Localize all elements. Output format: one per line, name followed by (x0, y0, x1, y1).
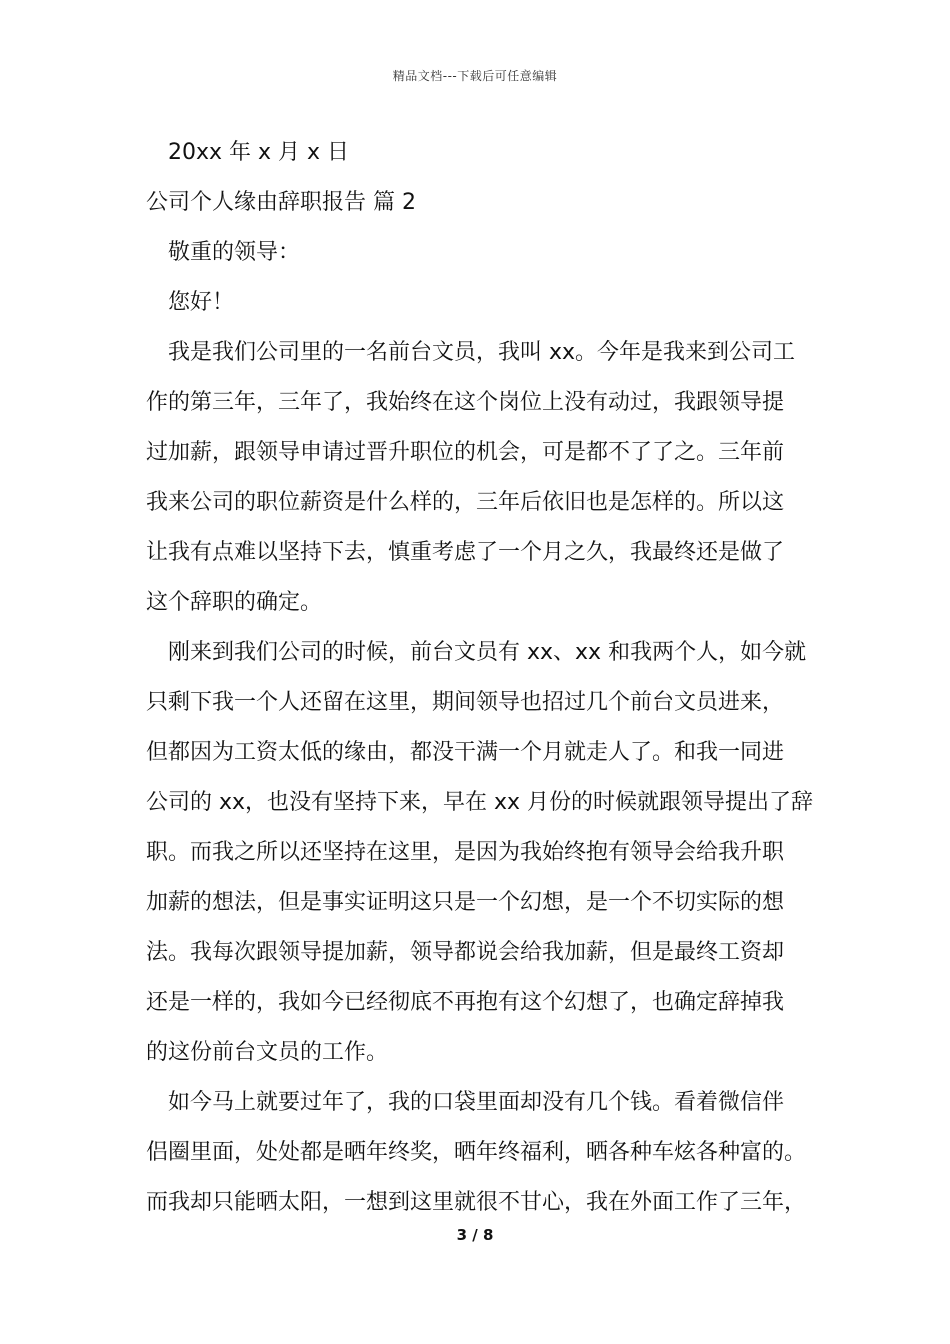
page-number: 3 / 8 (456, 1226, 494, 1244)
body-line: 加薪的想法，但是事实证明这只是一个幻想，是一个不切实际的想 (146, 890, 785, 915)
document-title: 公司个人缘由辞职报告 篇 2 (146, 190, 416, 215)
greeting: 您好！ (168, 290, 235, 315)
body-line: 公司的 xx，也没有坚持下来，早在 xx 月份的时候就跟领导提出了辞 (146, 790, 814, 815)
body-line: 只剩下我一个人还留在这里，期间领导也招过几个前台文员进来， (146, 690, 785, 715)
body-line: 我来公司的职位薪资是什么样的，三年后依旧也是怎样的。所以这 (146, 490, 785, 515)
body-line: 作的第三年，三年了，我始终在这个岗位上没有动过，我跟领导提 (146, 390, 785, 415)
body-line: 让我有点难以坚持下去，慎重考虑了一个月之久，我最终还是做了 (146, 540, 785, 565)
date-line: 20xx 年 x 月 x 日 (168, 140, 350, 165)
body-line: 我是我们公司里的一名前台文员，我叫 xx。今年是我来到公司工 (168, 340, 796, 365)
body-line: 而我却只能晒太阳，一想到这里就很不甘心，我在外面工作了三年， (146, 1190, 807, 1215)
body-line: 但都因为工资太低的缘由，都没干满一个月就走人了。和我一同进 (146, 740, 785, 765)
body-line: 职。而我之所以还坚持在这里，是因为我始终抱有领导会给我升职 (146, 840, 785, 865)
body-line: 法。我每次跟领导提加薪，领导都说会给我加薪，但是最终工资却 (146, 940, 785, 965)
body-line: 这个辞职的确定。 (146, 590, 323, 615)
body-line: 过加薪，跟领导申请过晋升职位的机会，可是都不了了之。三年前 (146, 440, 785, 465)
salutation: 敬重的领导： (168, 240, 301, 265)
body-line: 刚来到我们公司的时候，前台文员有 xx、xx 和我两个人，如今就 (168, 640, 807, 665)
body-line: 的这份前台文员的工作。 (146, 1040, 389, 1065)
body-line: 如今马上就要过年了，我的口袋里面却没有几个钱。看着微信伴 (168, 1090, 785, 1115)
body-line: 侣圈里面，处处都是晒年终奖，晒年终福利，晒各种车炫各种富的。 (146, 1140, 807, 1165)
page-header: 精品文档---下载后可任意编辑 (392, 69, 558, 83)
body-line: 还是一样的，我如今已经彻底不再抱有这个幻想了，也确定辞掉我 (146, 990, 785, 1015)
document-body (146, 128, 836, 1228)
